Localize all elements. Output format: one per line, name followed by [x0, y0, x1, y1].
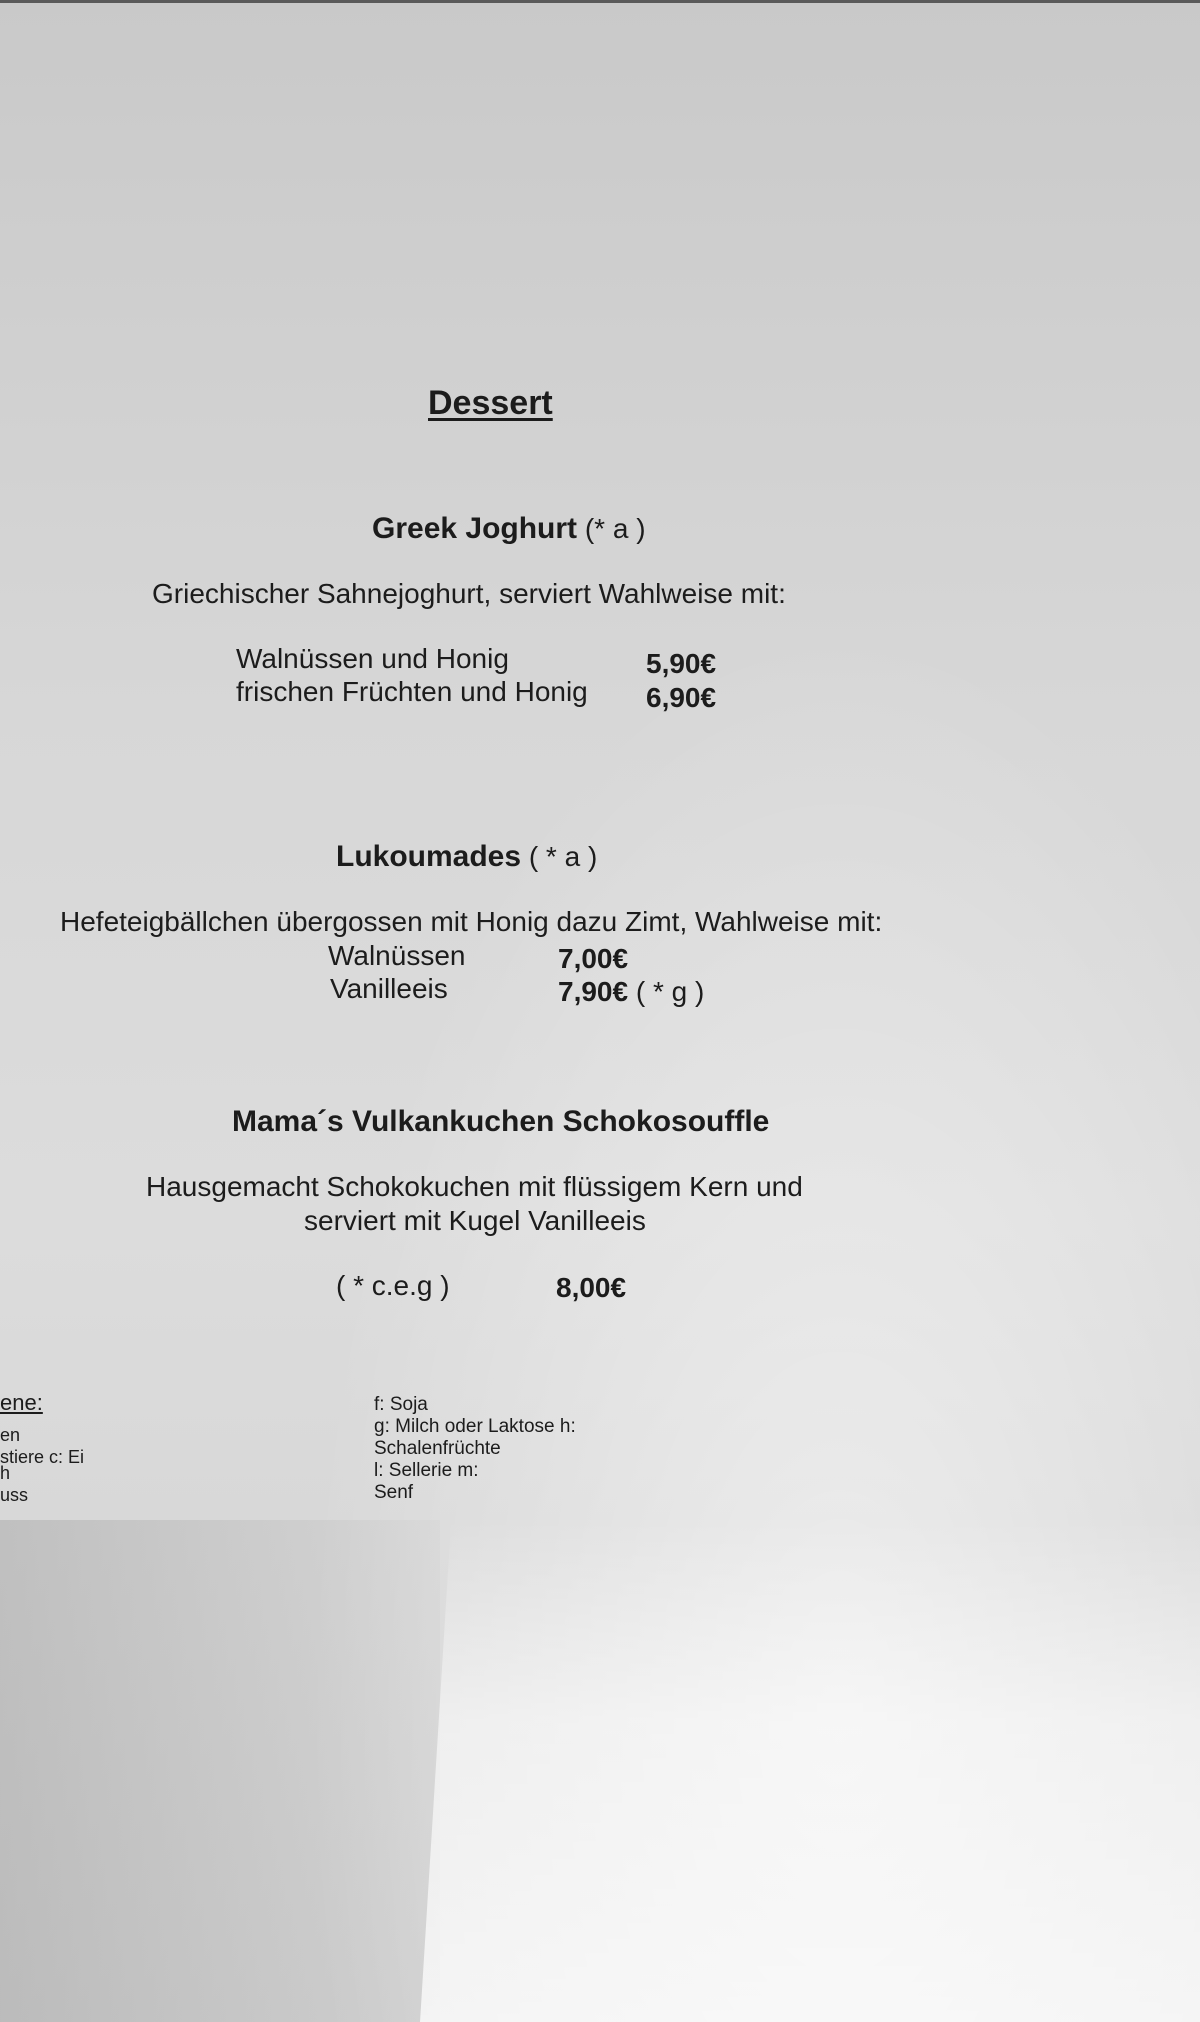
shadow-area [0, 1520, 440, 2022]
dish-2-option-1-price: 7,00€ [558, 943, 629, 974]
dish-2-option-2-price-row [558, 978, 704, 1006]
dish-3-title: Mama´s Vulkankuchen Schokosouffle [232, 1105, 770, 1138]
menu-heading: Dessert [428, 384, 553, 422]
dish-1-allergens: (* a ) [584, 513, 646, 544]
dish-2-option-1-label: Walnüssen [328, 940, 466, 971]
legend-left-line-3: stiere c: Ei [0, 1447, 85, 1467]
legend-right-line-2: g: Milch oder Laktose h: [374, 1416, 576, 1437]
light-patch [420, 1520, 1200, 2022]
dish-2-title-row [336, 842, 597, 872]
dish-1-title: Greek Joghurt [372, 512, 578, 545]
dish-2-allergens: ( * a ) [528, 841, 598, 872]
dish-2-option-2-allergens: ( * g ) [635, 976, 705, 1007]
legend-right-line-1: f: Soja [374, 1394, 428, 1415]
dish-1-option-2-price: 6,90€ [646, 682, 717, 713]
dish-1-option-1-label: Walnüssen und Honig [236, 643, 509, 674]
dish-2-description: Hefeteigbällchen übergossen mit Honig dazu Zimt, Wahlweise mit: [60, 906, 883, 937]
dish-1-option-1-price: 5,90€ [646, 648, 717, 679]
legend-right-line-5: Senf [374, 1482, 414, 1503]
dish-3-allergens: ( * c.e.g ) [336, 1270, 450, 1301]
legend-left-line-5: uss [0, 1485, 29, 1505]
legend-right-line-4: l: Sellerie m: [374, 1460, 479, 1481]
dish-1-title-row [372, 514, 646, 544]
legend-left-line-4: h [0, 1463, 11, 1483]
dish-1-option-2-label: frischen Früchten und Honig [236, 676, 588, 707]
dish-3-description-line-2: serviert mit Kugel Vanilleeis [304, 1205, 646, 1236]
dish-3-description-line-1: Hausgemacht Schokokuchen mit flüssigem Kern und [146, 1171, 803, 1202]
allergen-legend-left [0, 1392, 84, 1506]
dish-2-option-2-label: Vanilleeis [330, 973, 448, 1004]
page-top-edge [0, 0, 1200, 3]
dish-2-option-2-price: 7,90€ [558, 976, 629, 1007]
dish-1-description: Griechischer Sahnejoghurt, serviert Wahlweise mit: [152, 578, 786, 609]
dish-3-price: 8,00€ [556, 1272, 627, 1303]
legend-left-line-1: ene: [0, 1390, 43, 1415]
legend-right-line-3: Schalenfrüchte [374, 1438, 501, 1459]
allergen-legend-right [374, 1394, 576, 1504]
dish-2-title: Lukoumades [336, 840, 522, 873]
legend-left-line-2: en [0, 1425, 21, 1445]
